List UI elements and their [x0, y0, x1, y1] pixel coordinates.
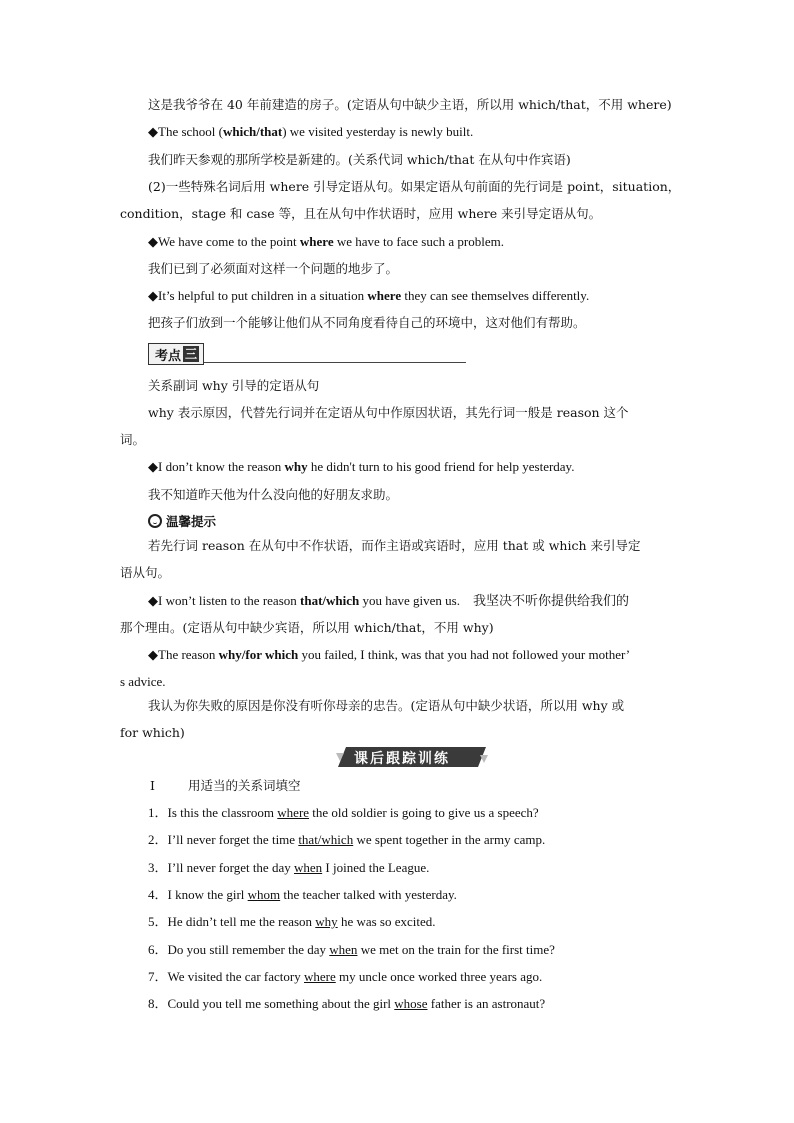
example-keyword: why/for which [218, 647, 299, 662]
exercise-number: 6． [148, 942, 168, 957]
exercise-text: I know the girl [167, 887, 248, 902]
exercise-answer: where [304, 969, 336, 984]
example-sentence [148, 593, 629, 609]
tip-text: 语从句。 [120, 565, 171, 580]
exercise-number: 5． [148, 914, 168, 929]
exercise-item [148, 996, 545, 1012]
example-text: ◆It’s helpful to put children in a situation [148, 288, 368, 303]
section-description: why 表示原因，代替先行词并在定语从句中作原因状语，其先行词一般是 reason 这个 [148, 405, 629, 420]
exercise-answer: why [315, 914, 338, 929]
example-translation: 我不知道昨天他为什么没向他的好朋友求助。 [148, 487, 399, 502]
exercise-number: 8． [148, 996, 168, 1011]
exercise-answer: when [293, 860, 323, 875]
smiley-icon [148, 514, 162, 528]
example-keyword: why [284, 459, 308, 474]
exercise-item [148, 942, 555, 958]
banner-title: 课后跟踪训练 [354, 751, 450, 767]
example-translation: for which) [120, 725, 185, 740]
exercise-item [148, 832, 545, 848]
example-sentence [148, 459, 574, 475]
example-translation: 我们已到了必须面对这样一个问题的地步了。 [148, 261, 399, 276]
example-sentence [148, 234, 504, 250]
section-description: 词。 [120, 432, 146, 447]
exercise-text: He didn’t tell me the reason [167, 914, 316, 929]
exercise-number: 7． [148, 969, 168, 984]
section-banner [336, 745, 488, 769]
exercise-text: father is an astronaut? [427, 996, 546, 1011]
example-translation: 我认为你失败的原因是你没有听你母亲的忠告。(定语从句中缺少状语，所以用 why 或 [148, 698, 625, 713]
rule-text: condition，stage 和 case 等，且在从句中作状语时，应用 where 来引导定语从句。 [120, 206, 602, 221]
exercise-text: I joined the League. [322, 860, 430, 875]
exercise-answer: when [329, 942, 358, 957]
example-text: ◆The reason [148, 647, 219, 662]
example-text: you failed, I think, was that you had not followed your mother’ [298, 647, 631, 662]
example-text: we have to face such a problem. [333, 234, 504, 249]
exercise-answer: where [277, 805, 310, 820]
paragraph-translation: 这是我爷爷在 40 年前建造的房子。(定语从句中缺少主语，所以用 which/that，不用 where) [148, 97, 672, 112]
exercise-number: 2． [148, 832, 168, 847]
example-keyword: where [299, 234, 334, 249]
example-text: ◆The school ( [148, 124, 223, 139]
exercise-answer: that/which [298, 832, 354, 847]
example-translation: 那个理由。(定语从句中缺少宾语，所以用 which/that，不用 why) [120, 620, 494, 635]
exercise-text: I’ll never forget the day [167, 860, 294, 875]
exercise-text: my uncle once worked three years ago. [335, 969, 543, 984]
example-text: he didn't turn to his good friend for help yesterday. [307, 459, 575, 474]
example-keyword: that/which [300, 593, 360, 608]
tip-header [148, 512, 216, 530]
example-text: they can see themselves differently. [401, 288, 590, 303]
exercise-text: the teacher talked with yesterday. [280, 887, 457, 902]
exercise-text: we spent together in the army camp. [353, 832, 546, 847]
rule-text: (2)一些特殊名词后用 where 引导定语从句。如果定语从句前面的先行词是 point，situation， [148, 179, 681, 194]
example-sentence [148, 124, 473, 140]
example-text: ◆We have come to the point [148, 234, 300, 249]
exercise-item [148, 887, 457, 903]
exercise-item [148, 969, 542, 985]
example-text: ◆I won’t listen to the reason [148, 593, 301, 608]
exercise-text: I’ll never forget the time [167, 832, 299, 847]
example-sentence: s advice. [120, 674, 166, 689]
kaodian-badge [148, 343, 204, 365]
tip-label: 温馨提示 [166, 514, 217, 529]
exercise-item [148, 914, 436, 930]
section-title: 关系副词 why 引导的定语从句 [148, 378, 320, 393]
kaodian-label: 考点 [155, 348, 182, 364]
exercise-answer: whose [394, 996, 428, 1011]
exercise-heading-number: Ⅰ [150, 778, 155, 793]
example-text: ) we visited yesterday is newly built. [282, 124, 474, 139]
example-text: you have given us. 我坚决不听你提供给我们的 [359, 593, 629, 608]
tip-text: 若先行词 reason 在从句中不作状语，而作主语或宾语时，应用 that 或 which 来引导定 [148, 538, 641, 553]
exercise-text: he was so excited. [337, 914, 436, 929]
exercise-item [148, 805, 539, 821]
example-text: ◆I don’t know the reason [148, 459, 285, 474]
example-sentence [148, 288, 589, 304]
example-translation: 我们昨天参观的那所学校是新建的。(关系代词 which/that 在从句中作宾语) [148, 152, 571, 167]
exercise-item [148, 860, 429, 876]
exercise-number: 1． [148, 805, 168, 820]
exercise-text: Do you still remember the day [167, 942, 330, 957]
exercise-text: we met on the train for the first time? [357, 942, 555, 957]
example-sentence [148, 647, 630, 663]
exercise-answer: whom [247, 887, 281, 902]
exercise-text: We visited the car factory [167, 969, 304, 984]
exercise-text: Is this the classroom [167, 805, 278, 820]
exercise-heading: 用适当的关系词填空 [188, 778, 301, 793]
example-translation: 把孩子们放到一个能够让他们从不同角度看待自己的环境中，这对他们有帮助。 [148, 315, 586, 330]
kaodian-number: 三 [185, 347, 198, 361]
exercise-text: Could you tell me something about the girl [167, 996, 395, 1011]
kaodian-header [148, 343, 466, 365]
example-keyword: where [367, 288, 402, 303]
example-keyword: which/that [222, 124, 283, 139]
exercise-text: the old soldier is going to give us a speech? [309, 805, 539, 820]
exercise-number: 3． [148, 860, 168, 875]
exercise-number: 4． [148, 887, 168, 902]
